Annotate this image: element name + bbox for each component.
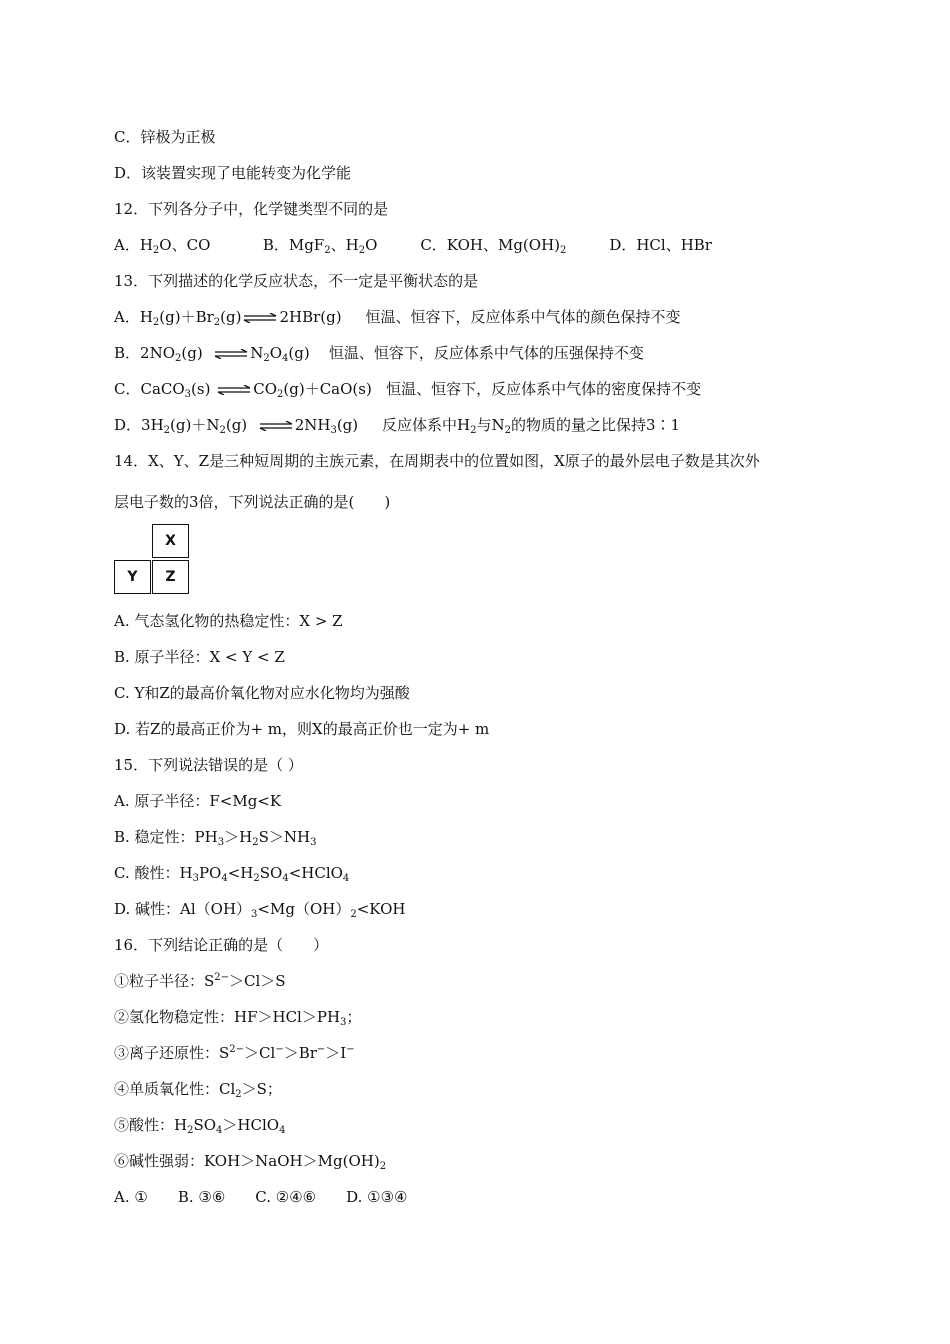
question-15-option-c: C. 酸性：$H_3PO_4<H_2SO_4<HClO_4$ bbox=[114, 864, 350, 884]
question-15-option-b: B. 稳定性：$PH_3>H_2S>NH_3$ bbox=[114, 828, 317, 848]
question-15-option-a: A. 原子半径：F<Mg<K bbox=[114, 792, 282, 810]
question-16-item-3: ③离子还原性：$S^{2-}>Cl^->Br^->I^-$ bbox=[114, 1044, 355, 1062]
question-12-options: A．$H_2O$、CO B．MgF$_2$、$H_2O$ C．KOH、$Mg(OH)_2$ D．HCl、HBr bbox=[114, 236, 712, 256]
question-16: 16．下列结论正确的是（ ） bbox=[114, 936, 329, 954]
question-15-option-d: D. 碱性：$Al(OH)_3<Mg(OH)_2<KOH$ bbox=[114, 900, 406, 920]
question-12: 12．下列各分子中，化学键类型不同的是 bbox=[114, 200, 389, 218]
question-15: 15．下列说法错误的是（ ） bbox=[114, 756, 303, 774]
question-14-option-a: A. 气态氢化物的热稳定性：X > Z bbox=[114, 612, 343, 630]
question-16-options: A. ① B. ③⑥ C. ②④⑥ D. ①③④ bbox=[114, 1188, 408, 1206]
question-14-option-c: C. Y和Z的最高价氧化物对应水化物均为强酸 bbox=[114, 684, 410, 702]
equilibrium-arrow-icon bbox=[214, 349, 248, 359]
question-14-option-d: D. 若Z的最高正价为+ m，则X的最高正价也一定为+ m bbox=[114, 720, 490, 738]
equilibrium-arrow-icon bbox=[217, 385, 251, 395]
question-16-item-6: ⑥碱性强弱：$KOH>NaOH>Mg(OH)_2$ bbox=[114, 1152, 387, 1172]
option-c-prev: C．锌极为正极 bbox=[114, 128, 216, 146]
question-16-item-5: ⑤酸性：$H_2SO_4>HClO_4$ bbox=[114, 1116, 286, 1136]
question-16-item-2: ②氢化物稳定性：$HF>HCl>PH_3$； bbox=[114, 1008, 362, 1028]
question-14-line-1: 14．X、Y、Z是三种短周期的主族元素，在周期表中的位置如图，X原子的最外层电子数是其次外 bbox=[114, 452, 760, 470]
question-13-option-a: A．$H_2(g)+Br_2(g)$ 2HBr(g) 恒温、恒容下，反应体系中气体的颜色保持不变 bbox=[114, 308, 681, 328]
question-16-item-4: ④单质氧化性：$Cl_2>S$； bbox=[114, 1080, 282, 1100]
option-d-prev: D．该装置实现了电能转变为化学能 bbox=[114, 164, 352, 182]
question-14-line-2: 层电子数的3倍，下列说法正确的是( ) bbox=[114, 493, 391, 511]
question-13: 13．下列描述的化学反应状态，不一定是平衡状态的是 bbox=[114, 272, 479, 290]
question-13-option-c: C．CaCO$_3$(s) $CO_2(g)+CaO(s)$ 恒温、恒容下，反应体系中气体的密度保持不变 bbox=[114, 380, 702, 400]
cell-y: Y bbox=[114, 560, 151, 594]
cell-x: X bbox=[152, 524, 189, 558]
question-14-option-b: B. 原子半径：X < Y < Z bbox=[114, 648, 285, 666]
question-13-option-b: B．$2NO_2(g)$ $N_2O_4(g)$ 恒温、恒容下，反应体系中气体的压强保持不变 bbox=[114, 344, 644, 364]
equilibrium-arrow-icon bbox=[259, 421, 293, 431]
equilibrium-arrow-icon bbox=[243, 313, 277, 323]
question-13-option-d: D．$3H_2(g)+N_2(g)$ $2NH_3(g)$ 反应体系中$H_2$与$N_2$的物质的量之比保持3∶1 bbox=[114, 416, 681, 436]
periodic-table-figure bbox=[114, 524, 192, 596]
cell-z: Z bbox=[152, 560, 189, 594]
question-16-item-1: ①粒子半径：$S^{2-}>Cl>S$ bbox=[114, 972, 286, 990]
